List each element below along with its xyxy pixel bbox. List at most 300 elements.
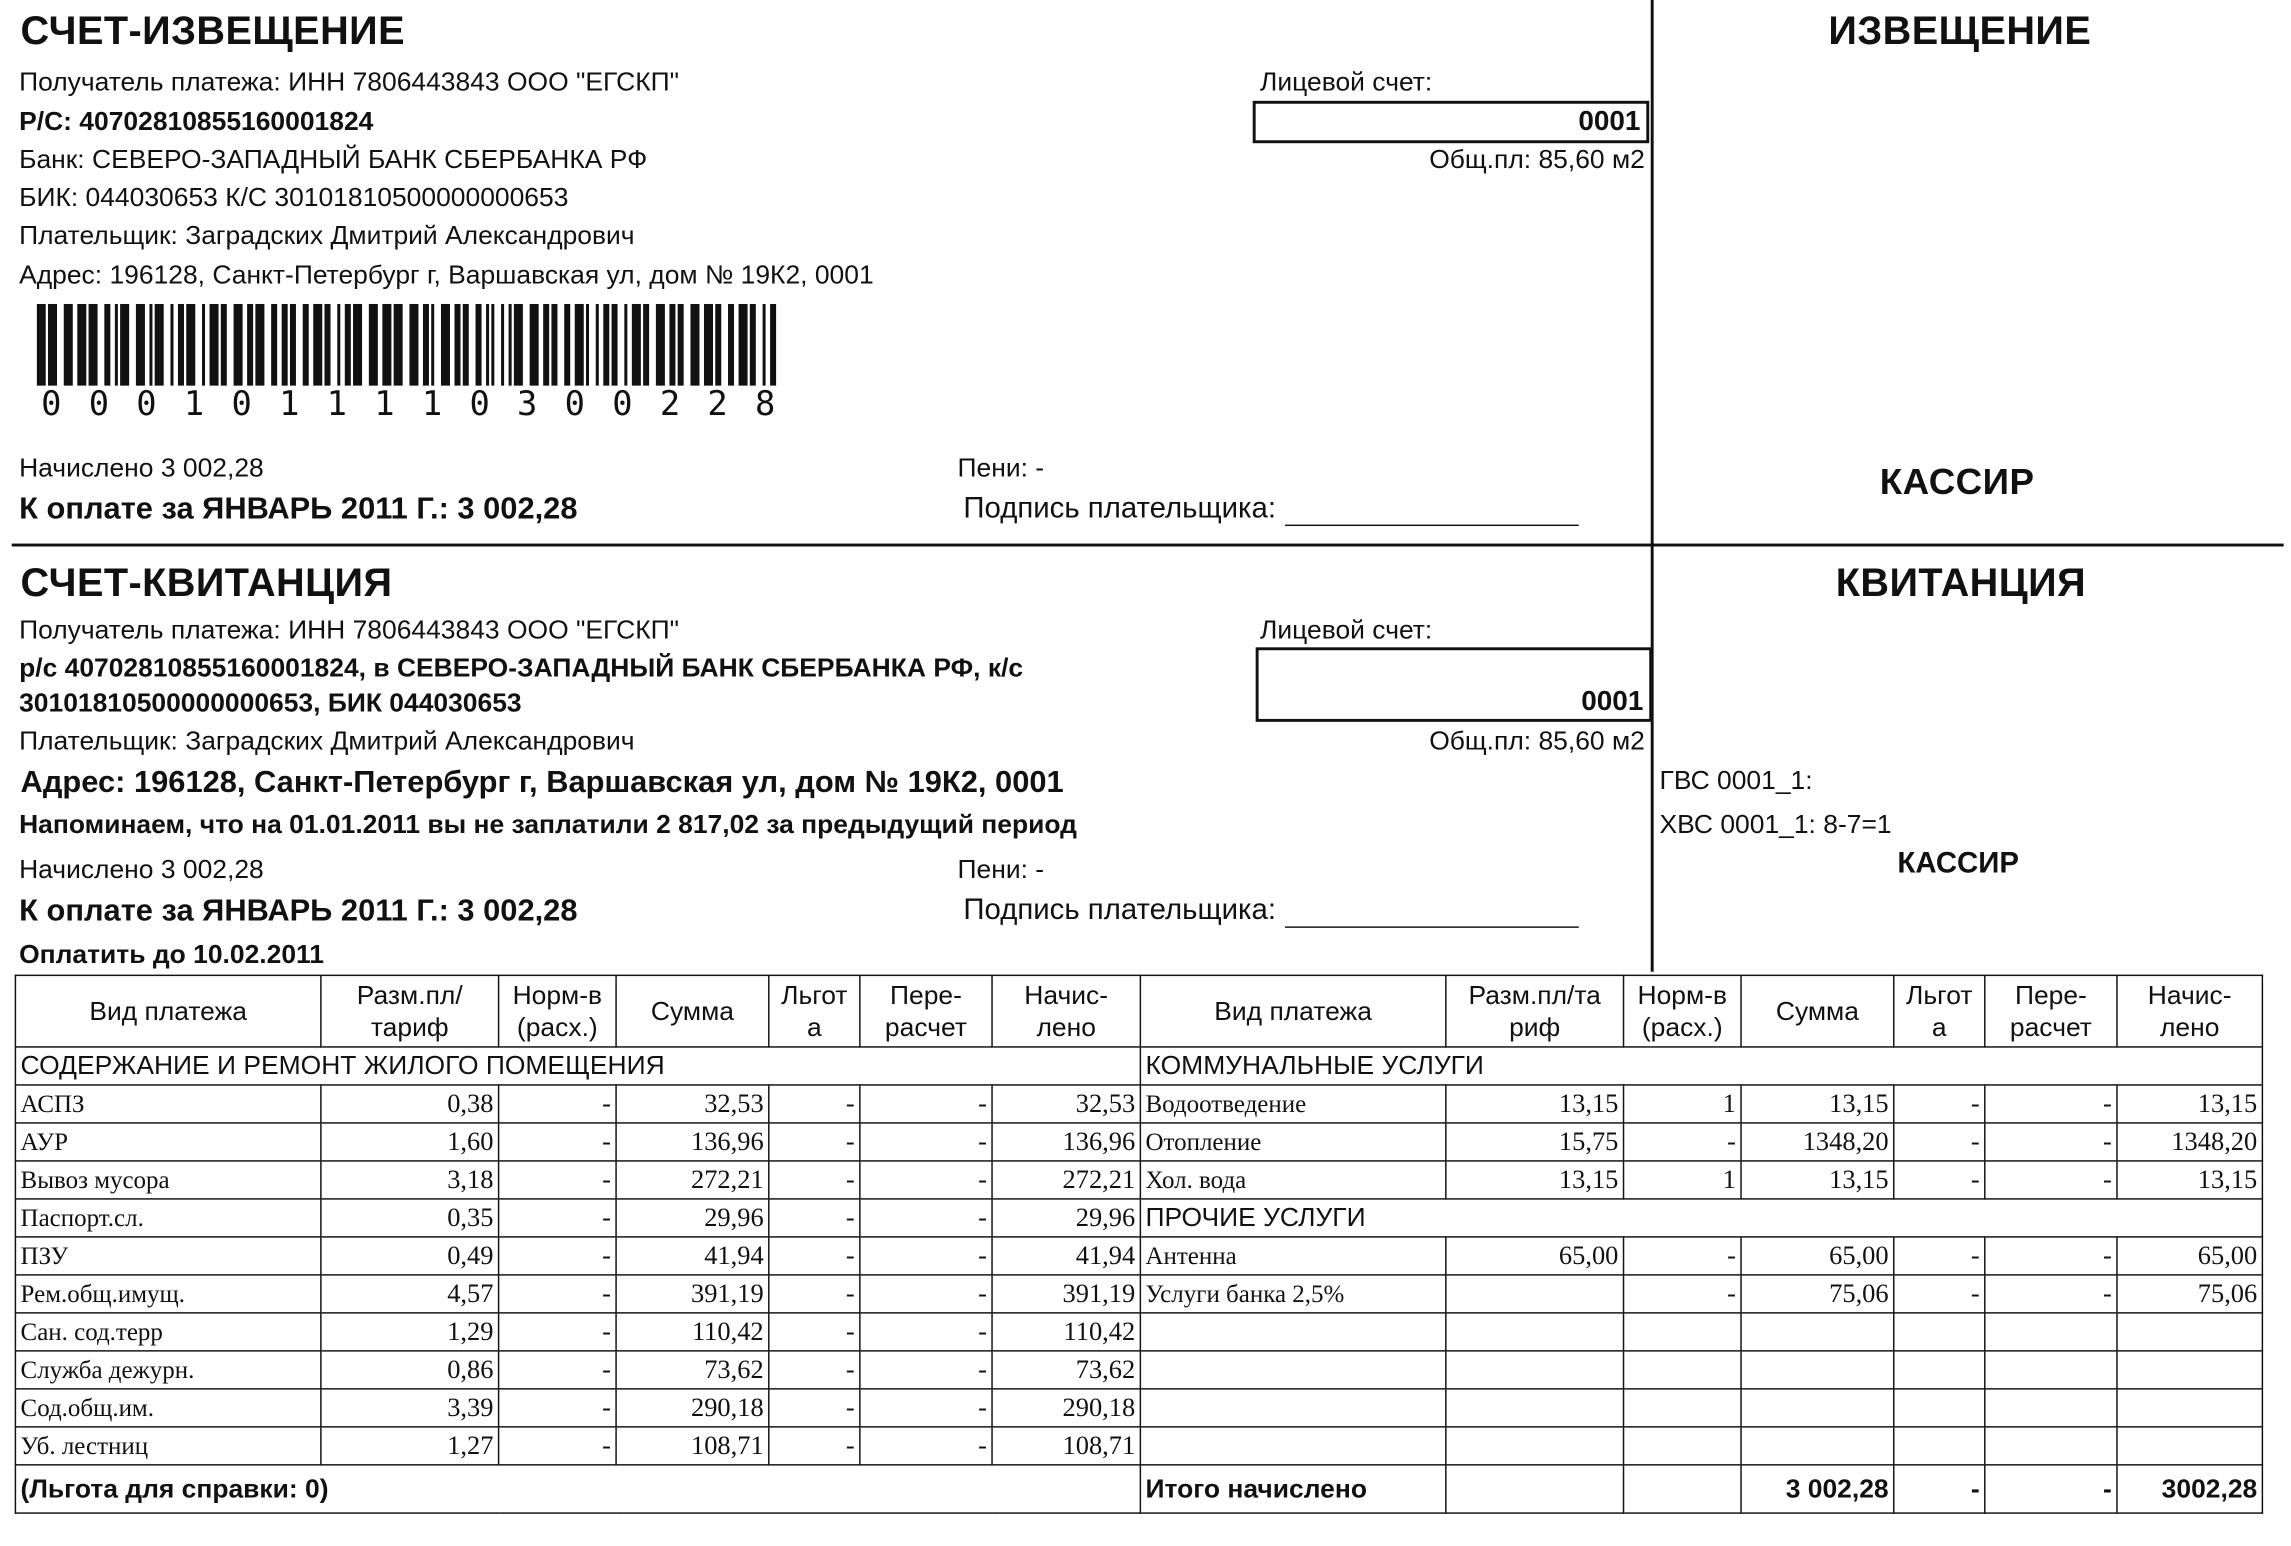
right-section-title: ПРОЧИЕ УСЛУГИ <box>1140 1199 2262 1237</box>
notice-account-value: 0001 <box>1578 106 1641 138</box>
left-cell: 73,62 <box>616 1351 769 1389</box>
total-cell <box>1446 1465 1624 1513</box>
left-cell: 0,49 <box>321 1237 499 1275</box>
barcode-bar <box>715 304 721 386</box>
right-cell <box>1140 1427 1445 1465</box>
left-cell: - <box>499 1237 616 1275</box>
notice-bank: Банк: СЕВЕРО-ЗАПАДНЫЙ БАНК СБЕРБАНКА РФ <box>19 144 648 174</box>
right-cell <box>2117 1313 2262 1351</box>
barcode-bar <box>149 304 152 386</box>
right-cell <box>1140 1389 1445 1427</box>
right-cell <box>1741 1351 1894 1389</box>
barcode-digit: 0 <box>136 385 157 424</box>
left-cell: 29,96 <box>992 1199 1140 1237</box>
right-cell <box>2117 1389 2262 1427</box>
left-cell: 290,18 <box>616 1389 769 1427</box>
table-row <box>15 1313 2262 1351</box>
right-cell <box>1894 1351 1985 1389</box>
barcode-digit: 0 <box>564 385 585 424</box>
right-cell: Отопление <box>1140 1123 1445 1161</box>
left-cell: - <box>769 1427 860 1465</box>
barcode-bar <box>48 304 57 386</box>
total-cell <box>1624 1465 1741 1513</box>
barcode-digit: 1 <box>326 385 348 424</box>
left-cell: - <box>860 1351 992 1389</box>
left-cell: 0,86 <box>321 1351 499 1389</box>
left-cell: - <box>499 1085 616 1123</box>
table-row <box>15 1123 2262 1161</box>
left-cell: - <box>860 1199 992 1237</box>
notice-bik: БИК: 044030653 К/С 30101810500000000653 <box>19 182 569 212</box>
right-cell <box>1894 1313 1985 1351</box>
barcode-bar <box>37 304 46 386</box>
barcode-bar <box>178 304 184 386</box>
section-row <box>15 1047 2262 1085</box>
barcode-digits <box>41 386 775 424</box>
barcode-bar <box>690 304 699 386</box>
barcode-bar <box>750 304 756 386</box>
right-cell <box>1446 1389 1624 1427</box>
left-cell: 272,21 <box>616 1161 769 1199</box>
left-cell: 110,42 <box>616 1313 769 1351</box>
barcode-bar <box>501 304 504 386</box>
left-cell: - <box>769 1161 860 1199</box>
barcode-bar <box>120 304 129 386</box>
barcode-bar <box>603 304 609 386</box>
right-cell: - <box>1985 1123 2117 1161</box>
right-cell <box>1985 1313 2117 1351</box>
barcode-digit: 0 <box>469 385 490 424</box>
receipt-to-pay: К оплате за ЯНВАРЬ 2011 Г.: 3 002,28 <box>19 894 578 928</box>
vertical-divider <box>1651 0 1654 972</box>
left-column-header: Начис- лено <box>992 975 1140 1047</box>
left-cell: 41,94 <box>992 1237 1140 1275</box>
left-cell: - <box>860 1237 992 1275</box>
receipt-account-box <box>1256 647 1653 722</box>
notice-address: Адрес: 196128, Санкт-Петербург г, Варшавская ул, дом № 19К2, 0001 <box>19 260 874 290</box>
left-cell: 290,18 <box>992 1389 1140 1427</box>
right-cell: 13,15 <box>1446 1085 1624 1123</box>
total-cell: - <box>1985 1465 2117 1513</box>
right-cell: 13,15 <box>1741 1161 1894 1199</box>
notice-signature <box>963 492 1578 526</box>
notice-cashier: КАССИР <box>1879 461 2035 503</box>
barcode-digit: 0 <box>41 385 62 424</box>
left-section-title: СОДЕРЖАНИЕ И РЕМОНТ ЖИЛОГО ПОМЕЩЕНИЯ <box>15 1047 1140 1085</box>
left-cell: - <box>499 1389 616 1427</box>
barcode-bar <box>369 304 378 386</box>
barcode-bar <box>234 304 243 386</box>
left-cell: 4,57 <box>321 1275 499 1313</box>
left-cell: 136,96 <box>616 1123 769 1161</box>
right-cell <box>1140 1313 1445 1351</box>
right-cell: 13,15 <box>2117 1161 2262 1199</box>
left-cell: - <box>860 1161 992 1199</box>
barcode-image <box>37 304 779 386</box>
receipt-signature-label: Подпись плательщика: <box>963 894 1277 927</box>
left-cell: 1,29 <box>321 1313 499 1351</box>
barcode-bar <box>313 304 322 386</box>
barcode-digit: 1 <box>421 385 443 424</box>
left-column-header: Пере- расчет <box>860 975 992 1047</box>
right-cell <box>1741 1389 1894 1427</box>
barcode-bar <box>612 304 618 386</box>
barcode-bar <box>463 304 469 386</box>
receipt-title: СЧЕТ-КВИТАНЦИЯ <box>20 561 393 605</box>
left-cell: 41,94 <box>616 1237 769 1275</box>
right-cell <box>1624 1313 1741 1351</box>
right-column-header: Норм-в (расх.) <box>1624 975 1741 1047</box>
right-cell: 1 <box>1624 1161 1741 1199</box>
right-cell <box>1140 1351 1445 1389</box>
barcode-bar <box>455 304 461 386</box>
left-column-header: Норм-в (расх.) <box>499 975 616 1047</box>
right-cell <box>1985 1351 2117 1389</box>
left-cell: - <box>769 1313 860 1351</box>
barcode-bar <box>104 304 110 386</box>
notice-to-pay: К оплате за ЯНВАРЬ 2011 Г.: 3 002,28 <box>19 492 578 527</box>
barcode-bar <box>170 304 173 386</box>
left-cell: - <box>499 1313 616 1351</box>
barcode-bar <box>77 304 86 386</box>
left-cell: - <box>499 1351 616 1389</box>
barcode-bar <box>596 304 599 386</box>
hot-water-meter: ГВС 0001_1: <box>1659 765 1813 795</box>
left-cell: 3,39 <box>321 1389 499 1427</box>
barcode-digit: 1 <box>183 385 205 424</box>
notice-area: Общ.пл: 85,60 м2 <box>1429 144 1645 174</box>
table-row <box>15 1161 2262 1199</box>
right-cell <box>1985 1389 2117 1427</box>
right-cell: 65,00 <box>1446 1237 1624 1275</box>
right-column-header: Разм.пл/та риф <box>1446 975 1624 1047</box>
left-cell: 73,62 <box>992 1351 1140 1389</box>
left-cell: АУР <box>15 1123 320 1161</box>
left-cell: 32,53 <box>992 1085 1140 1123</box>
right-cell: 1348,20 <box>2117 1123 2262 1161</box>
left-cell: 272,21 <box>992 1161 1140 1199</box>
notice-signature-label: Подпись плательщика: <box>963 492 1277 525</box>
right-cell <box>2117 1351 2262 1389</box>
table-row <box>15 1237 2262 1275</box>
right-cell: - <box>1985 1085 2117 1123</box>
right-cell: 13,15 <box>2117 1085 2262 1123</box>
barcode-bar <box>514 304 523 386</box>
left-cell: - <box>769 1199 860 1237</box>
table-row <box>15 1085 2262 1123</box>
right-cell: - <box>1985 1237 2117 1275</box>
right-cell <box>1985 1427 2117 1465</box>
notice-side-title: ИЗВЕЩЕНИЕ <box>1828 8 2092 53</box>
right-cell: Услуги банка 2,5% <box>1140 1275 1445 1313</box>
receipt-side-title: КВИТАНЦИЯ <box>1835 561 2087 605</box>
notice-accrued: Начислено 3 002,28 <box>19 452 264 483</box>
right-cell: 75,06 <box>1741 1275 1894 1313</box>
left-cell: 110,42 <box>992 1313 1140 1351</box>
barcode-bar <box>431 304 434 386</box>
table-row <box>15 1427 2262 1465</box>
barcode-bar <box>325 304 331 386</box>
left-cell: - <box>769 1389 860 1427</box>
barcode-bar <box>271 304 277 386</box>
total-cell: - <box>1894 1465 1985 1513</box>
table-row <box>15 1199 2262 1237</box>
barcode-bar <box>551 304 557 386</box>
left-cell: 1,60 <box>321 1123 499 1161</box>
right-cell: 65,00 <box>1741 1237 1894 1275</box>
left-cell: - <box>499 1427 616 1465</box>
barcode-digit: 3 <box>517 385 538 424</box>
barcode-bar <box>136 304 145 386</box>
receipt-signature-line <box>1285 900 1579 928</box>
receipt-bank-line2: 30101810500000000653, БИК 044030653 <box>19 688 522 718</box>
barcode-bar <box>345 304 351 386</box>
barcode-digit: 2 <box>707 385 728 424</box>
barcode-bar <box>115 304 118 386</box>
left-column-header: Льгот а <box>769 975 860 1047</box>
total-row <box>15 1465 2262 1513</box>
right-cell: Хол. вода <box>1140 1161 1445 1199</box>
left-cell: - <box>860 1313 992 1351</box>
left-column-header: Вид платежа <box>15 975 320 1047</box>
notice-account-box <box>1253 101 1650 143</box>
left-cell: - <box>769 1123 860 1161</box>
right-cell: Водоотведение <box>1140 1085 1445 1123</box>
table-header-row <box>15 975 2262 1047</box>
notice-recipient: Получатель платежа: ИНН 7806443843 ООО "ЕГСКП" <box>19 67 680 97</box>
table-row <box>15 1275 2262 1313</box>
barcode-bar <box>247 304 253 386</box>
notice-signature-line <box>1285 498 1579 526</box>
right-column-header: Сумма <box>1741 975 1894 1047</box>
cut-line <box>12 544 2284 547</box>
barcode-bar <box>423 304 429 386</box>
right-cell: 75,06 <box>2117 1275 2262 1313</box>
right-cell <box>1624 1351 1741 1389</box>
right-cell: - <box>1894 1123 1985 1161</box>
notice-penalty: Пени: - <box>957 452 1045 483</box>
left-cell: - <box>499 1123 616 1161</box>
left-cell: - <box>769 1275 860 1313</box>
left-cell: 0,38 <box>321 1085 499 1123</box>
left-cell: Паспорт.сл. <box>15 1199 320 1237</box>
barcode-bar <box>394 304 403 386</box>
right-column-header: Пере- расчет <box>1985 975 2117 1047</box>
barcode-bar <box>763 304 766 386</box>
barcode-bar <box>669 304 675 386</box>
barcode-bar <box>476 304 482 386</box>
left-cell: Сод.общ.им. <box>15 1389 320 1427</box>
notice-payer: Плательщик: Заградских Дмитрий Александрович <box>19 220 635 250</box>
left-cell: 391,19 <box>616 1275 769 1313</box>
barcode-bar <box>575 304 584 386</box>
total-cell: 3 002,28 <box>1741 1465 1894 1513</box>
right-cell: 13,15 <box>1741 1085 1894 1123</box>
barcode-digit: 1 <box>374 385 395 424</box>
right-cell: - <box>1894 1275 1985 1313</box>
right-section-title: КОММУНАЛЬНЫЕ УСЛУГИ <box>1140 1047 2262 1085</box>
right-cell: - <box>1894 1237 1985 1275</box>
barcode-bar <box>564 304 570 386</box>
left-cell: 0,35 <box>321 1199 499 1237</box>
barcode-digit: 1 <box>279 385 300 424</box>
left-column-header: Разм.пл/ тариф <box>321 975 499 1047</box>
left-cell: Служба дежурн. <box>15 1351 320 1389</box>
barcode-bar <box>704 304 713 386</box>
barcode-bar <box>632 304 641 386</box>
barcode-bar <box>770 304 776 386</box>
right-cell: 15,75 <box>1446 1123 1624 1161</box>
total-cell: 3002,28 <box>2117 1465 2262 1513</box>
left-cell: - <box>769 1351 860 1389</box>
receipt-account-value: 0001 <box>1581 686 1644 718</box>
notice-account-label: Лицевой счет: <box>1260 67 1433 97</box>
receipt-due-date: Оплатить до 10.02.2011 <box>19 939 324 969</box>
left-cell: Рем.общ.имущ. <box>15 1275 320 1313</box>
receipt-reminder: Напоминаем, что на 01.01.2011 вы не заплатили 2 817,02 за предыдущий период <box>19 809 1077 839</box>
barcode-bar <box>290 304 296 386</box>
left-cell: 136,96 <box>992 1123 1140 1161</box>
receipt-signature <box>963 894 1578 928</box>
barcode-bar <box>486 304 489 386</box>
barcode-bar <box>543 304 549 386</box>
left-cell: 32,53 <box>616 1085 769 1123</box>
left-cell: 108,71 <box>992 1427 1140 1465</box>
left-cell: 391,19 <box>992 1275 1140 1313</box>
barcode-digit: 0 <box>231 385 252 424</box>
right-cell <box>1894 1389 1985 1427</box>
barcode-bar <box>89 304 98 386</box>
left-cell: 29,96 <box>616 1199 769 1237</box>
right-cell <box>1624 1389 1741 1427</box>
barcode-bar <box>303 304 309 386</box>
left-cell: - <box>860 1427 992 1465</box>
receipt-recipient: Получатель платежа: ИНН 7806443843 ООО "ЕГСКП" <box>19 615 680 645</box>
right-cell: - <box>1624 1237 1741 1275</box>
right-column-header: Вид платежа <box>1140 975 1445 1047</box>
right-column-header: Начис- лено <box>2117 975 2262 1047</box>
right-cell: - <box>1624 1123 1741 1161</box>
left-cell: Вывоз мусора <box>15 1161 320 1199</box>
receipt-address: Адрес: 196128, Санкт-Петербург г, Варшавская ул, дом № 19К2, 0001 <box>20 765 1064 800</box>
left-cell: ПЗУ <box>15 1237 320 1275</box>
barcode-bar <box>739 304 748 386</box>
benefit-note: (Льгота для справки: 0) <box>15 1465 1140 1513</box>
right-cell <box>1446 1313 1624 1351</box>
barcode-bar <box>337 304 340 386</box>
barcode-bar <box>186 304 195 386</box>
left-cell: - <box>769 1085 860 1123</box>
barcode-bar <box>210 304 219 386</box>
right-cell: - <box>1985 1161 2117 1199</box>
barcode-bar <box>586 304 589 386</box>
barcode-bar <box>221 304 227 386</box>
right-cell: 13,15 <box>1446 1161 1624 1199</box>
receipt-bank-line1: р/с 40702810855160001824, в СЕВЕРО-ЗАПАДНЫЙ БАНК СБЕРБАНКА РФ, к/с <box>19 653 1024 683</box>
notice-title: СЧЕТ-ИЗВЕЩЕНИЕ <box>20 8 405 53</box>
barcode-bar <box>728 304 734 386</box>
left-cell: - <box>769 1237 860 1275</box>
barcode-bar <box>255 304 264 386</box>
table-row <box>15 1351 2262 1389</box>
left-cell: 108,71 <box>616 1427 769 1465</box>
barcode-bar <box>202 304 205 386</box>
right-cell: 1 <box>1624 1085 1741 1123</box>
charges-table <box>15 975 2263 1514</box>
left-cell: - <box>499 1161 616 1199</box>
notice-account-rs: Р/С: 40702810855160001824 <box>19 106 374 136</box>
barcode-digit: 0 <box>612 385 633 424</box>
receipt-penalty: Пени: - <box>957 854 1045 885</box>
right-cell: - <box>1985 1275 2117 1313</box>
barcode-bar <box>64 304 73 386</box>
left-cell: - <box>860 1389 992 1427</box>
right-cell <box>1446 1427 1624 1465</box>
table-row <box>15 1389 2262 1427</box>
barcode-digit: 2 <box>659 385 681 424</box>
right-cell: Антенна <box>1140 1237 1445 1275</box>
receipt-payer: Плательщик: Заградских Дмитрий Александрович <box>19 726 635 756</box>
left-cell: Сан. сод.терр <box>15 1313 320 1351</box>
receipt-area: Общ.пл: 85,60 м2 <box>1429 726 1645 756</box>
left-cell: 3,18 <box>321 1161 499 1199</box>
barcode-bar <box>491 304 494 386</box>
left-column-header: Сумма <box>616 975 769 1047</box>
barcode-digit: 0 <box>88 385 110 424</box>
barcode-digit: 8 <box>754 385 776 424</box>
cold-water-meter: ХВС 0001_1: 8-7=1 <box>1659 809 1892 839</box>
barcode-bar <box>282 304 288 386</box>
receipt-accrued: Начислено 3 002,28 <box>19 854 264 885</box>
barcode-bar <box>382 304 391 386</box>
barcode-bar <box>656 304 665 386</box>
barcode-bar <box>155 304 164 386</box>
right-cell: - <box>1894 1085 1985 1123</box>
right-cell: 1348,20 <box>1741 1123 1894 1161</box>
right-cell: 65,00 <box>2117 1237 2262 1275</box>
barcode-bar <box>509 304 512 386</box>
right-cell <box>2117 1427 2262 1465</box>
receipt-cashier: КАССИР <box>1897 847 2019 880</box>
right-column-header: Льгот а <box>1894 975 1985 1047</box>
right-cell <box>1741 1313 1894 1351</box>
right-cell <box>1446 1275 1624 1313</box>
receipt-account-label: Лицевой счет: <box>1260 615 1433 645</box>
right-cell <box>1624 1427 1741 1465</box>
left-cell: - <box>860 1123 992 1161</box>
barcode-bar <box>624 304 627 386</box>
barcode-bar <box>353 304 362 386</box>
left-cell: Уб. лестниц <box>15 1427 320 1465</box>
barcode-bar <box>678 304 684 386</box>
left-cell: - <box>499 1275 616 1313</box>
left-cell: - <box>499 1199 616 1237</box>
left-cell: - <box>860 1085 992 1123</box>
left-cell: АСПЗ <box>15 1085 320 1123</box>
barcode-bar <box>409 304 418 386</box>
barcode-bar <box>643 304 649 386</box>
right-cell <box>1894 1427 1985 1465</box>
right-cell <box>1446 1351 1624 1389</box>
total-label: Итого начислено <box>1140 1465 1445 1513</box>
right-cell: - <box>1624 1275 1741 1313</box>
right-cell: - <box>1894 1161 1985 1199</box>
left-cell: - <box>860 1275 992 1313</box>
barcode-bar <box>441 304 450 386</box>
left-cell: 1,27 <box>321 1427 499 1465</box>
right-cell <box>1741 1427 1894 1465</box>
barcode-bar <box>530 304 539 386</box>
